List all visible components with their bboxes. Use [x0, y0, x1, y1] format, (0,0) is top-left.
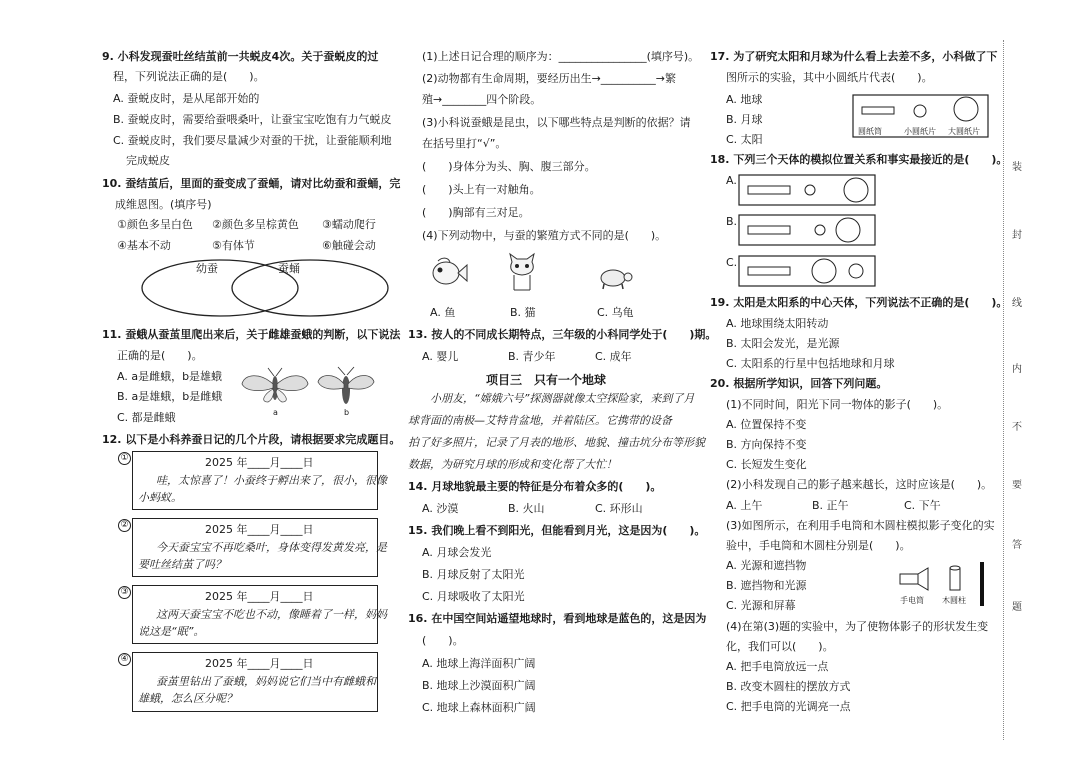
- diary-2-text-line2: 要吐丝结茧了吗？: [138, 558, 226, 571]
- q11-stem-line1: 11. 蚕蛾从蚕茧里爬出来后，关于雌雄蚕蛾的判断，以下说法: [102, 328, 401, 341]
- q17-stem-line2: 图所示的实验，其中小圆纸片代表( )。: [726, 71, 933, 84]
- diary-2-text-line1: 今天蚕宝宝不再吃桑叶，身体变得发黄发亮，是: [156, 541, 387, 554]
- q20-stem: 20. 根据所学知识，回答下列问题。: [710, 377, 888, 390]
- q11-option-b[interactable]: B. a是雄蛾，b是雌蛾: [117, 390, 223, 403]
- q18-option-c[interactable]: C.: [726, 256, 738, 269]
- diary-4-text-line1: 蚕茧里钻出了蚕蛾，妈妈说它们当中有雌蛾和: [156, 675, 376, 688]
- q17-label-tube: 圆纸筒: [858, 127, 882, 136]
- q14-option-a[interactable]: A. 沙漠: [422, 502, 459, 515]
- q10-opt5: ⑤有体节: [212, 239, 255, 252]
- cylinder-label: 木圆柱: [942, 596, 966, 605]
- q12-sub4: (4)下列动物中，与蚕的繁殖方式不同的是( )。: [422, 229, 667, 242]
- q17-option-b[interactable]: B. 月球: [726, 113, 763, 126]
- q12-sub3-a[interactable]: ( )身体分为头、胸、腹三部分。: [422, 160, 596, 173]
- q12-sub4-option-b[interactable]: B. 猫: [510, 306, 536, 319]
- q20-sub3-option-a[interactable]: A. 光源和遮挡物: [726, 559, 807, 572]
- story-line-3: 拍了好多照片，记录了月表的地形、地貌、撞击坑分布等形貌: [408, 436, 705, 449]
- q20-sub3-option-b[interactable]: B. 遮挡物和光源: [726, 579, 807, 592]
- story-line-4: 数据，为研究月球的形成和变化帮了大忙！: [408, 458, 617, 471]
- diary-4-date: 2025 年____月____日: [205, 657, 314, 670]
- q16-option-b[interactable]: B. 地球上沙漠面积广阔: [422, 679, 536, 692]
- cat-illustration: [506, 252, 538, 292]
- q15-option-a[interactable]: A. 月球会发光: [422, 546, 492, 559]
- q18-option-b[interactable]: B.: [726, 215, 738, 228]
- q20-sub4-line1: (4)在第(3)题的实验中，为了使物体影子的形状发生变: [726, 620, 989, 633]
- q13-option-c[interactable]: C. 成年: [595, 350, 632, 363]
- q16-option-a[interactable]: A. 地球上海洋面积广阔: [422, 657, 536, 670]
- story-line-2: 球背面的南极—艾特肯盆地，并着陆区。它携带的设备: [408, 414, 672, 427]
- diary-1-text-line1: 哇，太惊喜了！小蚕终于孵出来了，很小，很像: [156, 474, 387, 487]
- q20-sub4-option-b[interactable]: B. 改变木圆柱的摆放方式: [726, 680, 851, 693]
- binding-margin-line: [1003, 40, 1016, 740]
- diary-1-date: 2025 年____月____日: [205, 456, 314, 469]
- q15-option-c[interactable]: C. 月球吸收了太阳光: [422, 590, 525, 603]
- q20-sub1-option-a[interactable]: A. 位置保持不变: [726, 418, 807, 431]
- turtle-illustration: [596, 266, 634, 292]
- q17-stem-line1: 17. 为了研究太阳和月球为什么看上去差不多，小科做了下: [710, 50, 998, 63]
- q20-sub4-option-c[interactable]: C. 把手电筒的光调亮一点: [726, 700, 851, 713]
- q16-stem-line2: ( )。: [422, 634, 464, 647]
- q20-sub2-option-b[interactable]: B. 正午: [812, 499, 849, 512]
- diary-3-number: ③: [118, 586, 131, 599]
- q9-stem-line2: 程，下列说法正确的是( )。: [113, 70, 265, 83]
- q15-option-b[interactable]: B. 月球反射了太阳光: [422, 568, 525, 581]
- venn-diagram: [140, 258, 390, 318]
- q12-sub3-line2: 在括号里打“√”。: [422, 137, 507, 150]
- q18-option-a-figure[interactable]: [738, 174, 878, 206]
- diary-4-number: ④: [118, 653, 131, 666]
- q18-option-a[interactable]: A.: [726, 174, 737, 187]
- q20-sub3-line2: 验中，手电筒和木圆柱分别是( )。: [726, 539, 911, 552]
- q20-sub4-option-a[interactable]: A. 把手电筒放远一点: [726, 660, 829, 673]
- q20-sub1: (1)不同时间，阳光下同一物体的影子( )。: [726, 398, 949, 411]
- q17-option-a[interactable]: A. 地球: [726, 93, 763, 106]
- moth-a-illustration: [240, 366, 310, 408]
- diary-3-text-line1: 这两天蚕宝宝不吃也不动，像睡着了一样，妈妈: [156, 608, 387, 621]
- q9-option-b[interactable]: B. 蚕蜕皮时，需要给蚕喂桑叶，让蚕宝宝吃饱有力气蜕皮: [113, 113, 392, 126]
- q20-sub1-option-b[interactable]: B. 方向保持不变: [726, 438, 807, 451]
- margin-char-6: 要: [1012, 480, 1022, 491]
- q19-stem: 19. 太阳是太阳系的中心天体，下列说法不正确的是( )。: [710, 296, 1008, 309]
- q20-sub1-option-c[interactable]: C. 长短发生变化: [726, 458, 807, 471]
- q12-sub3-c[interactable]: ( )胸部有三对足。: [422, 206, 530, 219]
- story-line-1: 小朋友，“嫦娥六号”探测器就像太空探险家，来到了月: [430, 392, 695, 405]
- margin-char-7: 答: [1012, 540, 1022, 551]
- margin-char-3: 线: [1012, 298, 1022, 309]
- venn-label-pupa: 蚕蛹: [278, 262, 300, 275]
- q10-opt3: ③蠕动爬行: [322, 218, 376, 231]
- q20-sub2-option-c[interactable]: C. 下午: [904, 499, 941, 512]
- margin-char-5: 不: [1012, 422, 1022, 433]
- q17-label-large-disc: 大圆纸片: [948, 127, 980, 136]
- q14-stem: 14. 月球地貌最主要的特征是分布着众多的( )。: [408, 480, 662, 493]
- q13-option-b[interactable]: B. 青少年: [508, 350, 556, 363]
- q20-sub2-option-a[interactable]: A. 上午: [726, 499, 763, 512]
- q13-option-a[interactable]: A. 婴儿: [422, 350, 459, 363]
- q9-option-a[interactable]: A. 蚕蜕皮时，是从尾部开始的: [113, 92, 260, 105]
- q19-option-b[interactable]: B. 太阳会发光，是光源: [726, 337, 840, 350]
- q14-option-b[interactable]: B. 火山: [508, 502, 545, 515]
- q19-option-a[interactable]: A. 地球围绕太阳转动: [726, 317, 829, 330]
- diary-2-date: 2025 年____月____日: [205, 523, 314, 536]
- q18-stem: 18. 下列三个天体的模拟位置关系和事实最接近的是( )。: [710, 153, 1008, 166]
- q11-option-c[interactable]: C. 都是雌蛾: [117, 411, 176, 424]
- diary-2-number: ②: [118, 519, 131, 532]
- q19-option-c[interactable]: C. 太阳系的行星中包括地球和月球: [726, 357, 895, 370]
- moth-b-illustration: [316, 366, 376, 408]
- q20-sub3-option-c[interactable]: C. 光源和屏幕: [726, 599, 796, 612]
- diary-1-number: ①: [118, 452, 131, 465]
- q18-option-b-figure[interactable]: [738, 214, 878, 246]
- q9-stem-line1: 9. 小科发现蚕吐丝结茧前一共蜕皮4次。关于蚕蜕皮的过: [102, 50, 379, 63]
- q14-option-c[interactable]: C. 环形山: [595, 502, 643, 515]
- q17-option-c[interactable]: C. 太阳: [726, 133, 763, 146]
- q15-stem: 15. 我们晚上看不到阳光，但能看到月光，这是因为( )。: [408, 524, 706, 537]
- q9-option-c-cont: 完成蜕皮: [126, 154, 170, 167]
- moth-a-label: a: [273, 408, 278, 417]
- q10-opt1: ①颜色多呈白色: [117, 218, 193, 231]
- q10-opt6: ⑥触碰会动: [322, 239, 376, 252]
- q11-option-a[interactable]: A. a是雌蛾，b是雄蛾: [117, 370, 223, 383]
- q9-option-c[interactable]: C. 蚕蜕皮时，我们要尽量减少对蚕的干扰，让蚕能顺利地: [113, 134, 392, 147]
- q12-stem: 12. 以下是小科养蚕日记的几个片段，请根据要求完成题目。: [102, 433, 401, 446]
- q12-sub3-line1: (3)小科说蚕蛾是昆虫，以下哪些特点是判断的依据？请: [422, 116, 691, 129]
- q11-stem-line2: 正确的是( )。: [117, 349, 203, 362]
- q20-sub2: (2)小科发现自己的影子越来越长，这时应该是( )。: [726, 478, 993, 491]
- q20-sub4-line2: 化，我们可以( )。: [726, 640, 834, 653]
- fish-illustration: [428, 255, 468, 291]
- q12-sub3-b[interactable]: ( )头上有一对触角。: [422, 183, 541, 196]
- moth-b-label: b: [344, 408, 350, 417]
- q12-sub2-line2: 殖→________四个阶段。: [422, 93, 542, 106]
- margin-char-2: 封: [1012, 230, 1022, 241]
- diary-3-text-line2: 说这是“眠”。: [138, 625, 205, 638]
- q12-sub4-option-c[interactable]: C. 乌龟: [597, 306, 634, 319]
- venn-label-larva: 幼蚕: [196, 262, 218, 275]
- section-title: 项目三 只有一个地球: [486, 373, 607, 387]
- q18-option-c-figure[interactable]: [738, 255, 878, 287]
- diary-3-date: 2025 年____月____日: [205, 590, 314, 603]
- q10-opt4: ④基本不动: [117, 239, 171, 252]
- q13-stem: 13. 按人的不同成长期特点，三年级的小科同学处于( )期。: [408, 328, 717, 341]
- q12-sub2-line1: (2)动物都有生命周期，要经历出生→__________→繁: [422, 72, 677, 85]
- q17-label-small-disc: 小圆纸片: [904, 127, 936, 136]
- margin-char-8: 题: [1012, 602, 1022, 613]
- q10-stem-line2: 成维恩图。(填序号): [115, 198, 212, 211]
- q20-sub3-line1: (3)如图所示，在利用手电筒和木圆柱模拟影子变化的实: [726, 519, 995, 532]
- q16-stem-line1: 16. 在中国空间站遥望地球时，看到地球是蓝色的，这是因为: [408, 612, 707, 625]
- q12-sub4-option-a[interactable]: A. 鱼: [430, 306, 456, 319]
- q12-sub1: (1)上述日记合理的顺序为：________________(填序号)。: [422, 50, 700, 63]
- flashlight-label: 手电筒: [900, 596, 924, 605]
- q10-stem-line1: 10. 蚕结茧后，里面的蚕变成了蚕蛹，请对比幼蚕和蚕蛹，完: [102, 177, 401, 190]
- q16-option-c[interactable]: C. 地球上森林面积广阔: [422, 701, 536, 714]
- diary-1-text-line2: 小蚂蚁。: [138, 491, 182, 504]
- margin-char-1: 装: [1012, 162, 1022, 173]
- margin-char-4: 内: [1012, 364, 1022, 375]
- diary-4-text-line2: 雄蛾，怎么区分呢？: [138, 692, 237, 705]
- q10-opt2: ②颜色多呈棕黄色: [212, 218, 299, 231]
